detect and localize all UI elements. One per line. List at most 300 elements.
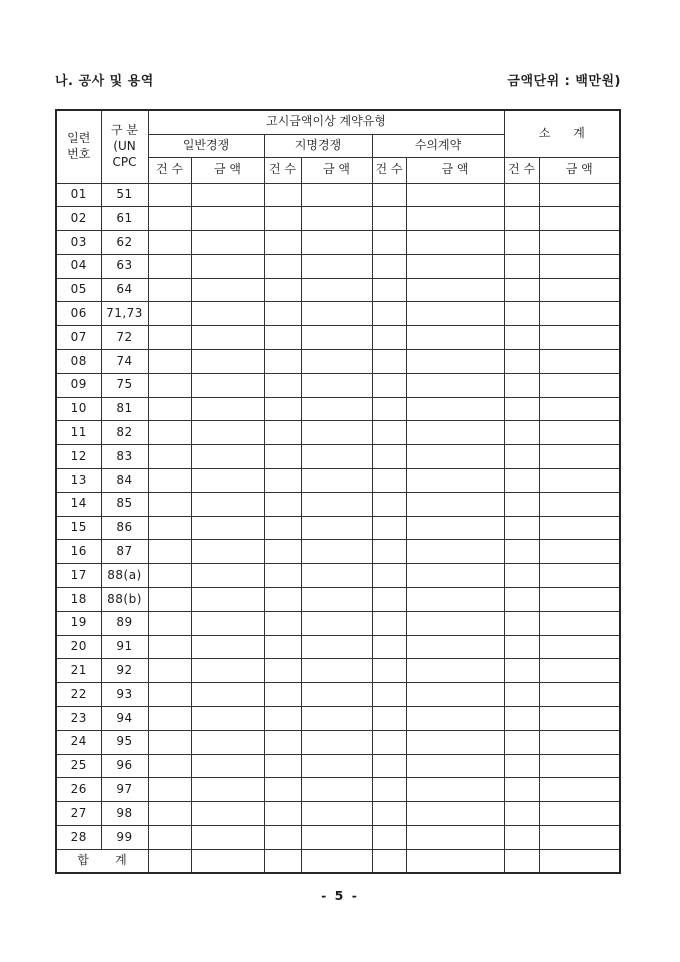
data-cell bbox=[264, 421, 301, 445]
serial-cell: 02 bbox=[56, 207, 101, 231]
data-cell bbox=[406, 707, 504, 731]
cpc-cell: 61 bbox=[101, 207, 148, 231]
data-cell bbox=[504, 397, 539, 421]
table-header bbox=[56, 110, 620, 183]
header-category-line1: 구 분 bbox=[111, 123, 138, 138]
data-cell bbox=[148, 231, 191, 255]
data-cell bbox=[539, 540, 620, 564]
header-amount-nominated: 금 액 bbox=[301, 157, 372, 183]
serial-cell: 26 bbox=[56, 778, 101, 802]
header-subtotal: 소 계 bbox=[504, 110, 620, 157]
data-cell bbox=[372, 754, 406, 778]
data-cell bbox=[539, 445, 620, 469]
data-cell bbox=[264, 659, 301, 683]
data-cell bbox=[406, 397, 504, 421]
total-data-cell bbox=[191, 849, 264, 873]
cpc-cell: 92 bbox=[101, 659, 148, 683]
data-cell bbox=[406, 469, 504, 493]
data-cell bbox=[148, 445, 191, 469]
data-cell bbox=[539, 707, 620, 731]
data-cell bbox=[406, 754, 504, 778]
data-cell bbox=[264, 445, 301, 469]
data-cell bbox=[539, 611, 620, 635]
header-category-line3: CPC bbox=[112, 154, 137, 169]
data-cell bbox=[372, 564, 406, 588]
data-cell bbox=[191, 326, 264, 350]
data-cell bbox=[264, 397, 301, 421]
cpc-cell: 84 bbox=[101, 469, 148, 493]
table-row bbox=[56, 635, 620, 659]
data-cell bbox=[191, 683, 264, 707]
data-cell bbox=[504, 611, 539, 635]
data-cell bbox=[301, 302, 372, 326]
cpc-cell: 88(b) bbox=[101, 588, 148, 612]
serial-cell: 27 bbox=[56, 802, 101, 826]
header-serial-line2: 번호 bbox=[67, 146, 91, 161]
data-cell bbox=[301, 516, 372, 540]
data-cell bbox=[539, 397, 620, 421]
header-category bbox=[101, 110, 148, 183]
data-cell bbox=[264, 635, 301, 659]
data-cell bbox=[539, 350, 620, 374]
data-cell bbox=[372, 421, 406, 445]
data-cell bbox=[504, 254, 539, 278]
data-cell bbox=[504, 707, 539, 731]
serial-cell: 14 bbox=[56, 492, 101, 516]
cpc-cell: 99 bbox=[101, 826, 148, 850]
data-cell bbox=[504, 683, 539, 707]
data-cell bbox=[406, 826, 504, 850]
data-cell bbox=[539, 516, 620, 540]
table-row bbox=[56, 445, 620, 469]
table-footer bbox=[56, 849, 620, 873]
data-cell bbox=[191, 278, 264, 302]
table-row bbox=[56, 826, 620, 850]
data-cell bbox=[372, 659, 406, 683]
cpc-cell: 98 bbox=[101, 802, 148, 826]
header-count-subtotal: 건 수 bbox=[504, 157, 539, 183]
data-cell bbox=[406, 373, 504, 397]
data-cell bbox=[264, 611, 301, 635]
data-cell bbox=[406, 683, 504, 707]
data-cell bbox=[406, 492, 504, 516]
data-cell bbox=[539, 564, 620, 588]
cpc-cell: 94 bbox=[101, 707, 148, 731]
serial-cell: 15 bbox=[56, 516, 101, 540]
data-cell bbox=[148, 778, 191, 802]
data-cell bbox=[301, 350, 372, 374]
data-cell bbox=[191, 826, 264, 850]
cpc-cell: 63 bbox=[101, 254, 148, 278]
data-cell bbox=[504, 778, 539, 802]
data-cell bbox=[504, 350, 539, 374]
cpc-cell: 87 bbox=[101, 540, 148, 564]
section-label: 나. 공사 및 용역 bbox=[55, 74, 154, 89]
data-cell bbox=[406, 254, 504, 278]
data-cell bbox=[148, 207, 191, 231]
data-cell bbox=[191, 778, 264, 802]
cpc-cell: 75 bbox=[101, 373, 148, 397]
cpc-cell: 64 bbox=[101, 278, 148, 302]
data-cell bbox=[264, 826, 301, 850]
data-cell bbox=[264, 207, 301, 231]
data-cell bbox=[191, 231, 264, 255]
data-cell bbox=[264, 540, 301, 564]
data-cell bbox=[191, 730, 264, 754]
data-cell bbox=[539, 207, 620, 231]
table-row bbox=[56, 611, 620, 635]
cpc-cell: 93 bbox=[101, 683, 148, 707]
contracts-table bbox=[55, 109, 621, 874]
data-cell bbox=[264, 350, 301, 374]
cpc-cell: 86 bbox=[101, 516, 148, 540]
header-serial-line1: 일련 bbox=[67, 131, 91, 146]
data-cell bbox=[406, 778, 504, 802]
data-cell bbox=[148, 802, 191, 826]
data-cell bbox=[504, 802, 539, 826]
data-cell bbox=[539, 183, 620, 207]
data-cell bbox=[406, 611, 504, 635]
data-cell bbox=[301, 540, 372, 564]
table-row bbox=[56, 564, 620, 588]
data-cell bbox=[148, 659, 191, 683]
cpc-cell: 85 bbox=[101, 492, 148, 516]
data-cell bbox=[372, 373, 406, 397]
data-cell bbox=[148, 635, 191, 659]
cpc-cell: 82 bbox=[101, 421, 148, 445]
header-amount-open: 금 액 bbox=[191, 157, 264, 183]
data-cell bbox=[406, 730, 504, 754]
serial-cell: 16 bbox=[56, 540, 101, 564]
header-serial-number bbox=[56, 110, 101, 183]
data-cell bbox=[301, 754, 372, 778]
data-cell bbox=[301, 207, 372, 231]
table-row bbox=[56, 183, 620, 207]
data-cell bbox=[539, 326, 620, 350]
data-cell bbox=[504, 730, 539, 754]
data-cell bbox=[148, 373, 191, 397]
cpc-cell: 88(a) bbox=[101, 564, 148, 588]
data-cell bbox=[539, 802, 620, 826]
serial-cell: 09 bbox=[56, 373, 101, 397]
data-cell bbox=[301, 611, 372, 635]
total-data-cell bbox=[301, 849, 372, 873]
serial-cell: 08 bbox=[56, 350, 101, 374]
data-cell bbox=[504, 469, 539, 493]
cpc-cell: 91 bbox=[101, 635, 148, 659]
header-amount-subtotal: 금 액 bbox=[539, 157, 620, 183]
serial-cell: 03 bbox=[56, 231, 101, 255]
data-cell bbox=[372, 778, 406, 802]
data-cell bbox=[148, 326, 191, 350]
data-cell bbox=[372, 730, 406, 754]
table-row bbox=[56, 278, 620, 302]
data-cell bbox=[191, 588, 264, 612]
data-cell bbox=[406, 421, 504, 445]
data-cell bbox=[539, 373, 620, 397]
data-cell bbox=[148, 707, 191, 731]
data-cell bbox=[148, 730, 191, 754]
data-cell bbox=[148, 183, 191, 207]
serial-cell: 12 bbox=[56, 445, 101, 469]
data-cell bbox=[148, 302, 191, 326]
total-data-cell bbox=[504, 849, 539, 873]
data-cell bbox=[264, 278, 301, 302]
table-row bbox=[56, 707, 620, 731]
data-cell bbox=[301, 469, 372, 493]
data-cell bbox=[301, 421, 372, 445]
data-cell bbox=[148, 492, 191, 516]
header-amount-negotiated: 금 액 bbox=[406, 157, 504, 183]
data-cell bbox=[372, 231, 406, 255]
data-cell bbox=[539, 659, 620, 683]
header-contract-type-group: 고시금액이상 계약유형 bbox=[148, 110, 504, 134]
data-cell bbox=[539, 730, 620, 754]
data-cell bbox=[301, 635, 372, 659]
data-cell bbox=[191, 659, 264, 683]
header-negotiated-contract: 수의계약 bbox=[372, 134, 504, 157]
page-header bbox=[55, 70, 621, 89]
serial-cell: 24 bbox=[56, 730, 101, 754]
data-cell bbox=[504, 207, 539, 231]
data-cell bbox=[301, 373, 372, 397]
data-cell bbox=[504, 754, 539, 778]
data-cell bbox=[301, 564, 372, 588]
data-cell bbox=[264, 492, 301, 516]
table-row bbox=[56, 802, 620, 826]
header-count-nominated: 건 수 bbox=[264, 157, 301, 183]
data-cell bbox=[539, 278, 620, 302]
cpc-cell: 97 bbox=[101, 778, 148, 802]
header-nominated-competition: 지명경쟁 bbox=[264, 134, 372, 157]
serial-cell: 10 bbox=[56, 397, 101, 421]
data-cell bbox=[301, 278, 372, 302]
table-row bbox=[56, 421, 620, 445]
serial-cell: 20 bbox=[56, 635, 101, 659]
data-cell bbox=[264, 326, 301, 350]
data-cell bbox=[148, 611, 191, 635]
data-cell bbox=[406, 231, 504, 255]
data-cell bbox=[372, 278, 406, 302]
data-cell bbox=[264, 588, 301, 612]
data-cell bbox=[372, 469, 406, 493]
data-cell bbox=[372, 635, 406, 659]
cpc-cell: 81 bbox=[101, 397, 148, 421]
data-cell bbox=[301, 826, 372, 850]
data-cell bbox=[504, 659, 539, 683]
data-cell bbox=[191, 707, 264, 731]
table-row bbox=[56, 778, 620, 802]
total-row bbox=[56, 849, 620, 873]
data-cell bbox=[148, 540, 191, 564]
table-row bbox=[56, 326, 620, 350]
data-cell bbox=[301, 659, 372, 683]
data-cell bbox=[372, 350, 406, 374]
page-number: - 5 - bbox=[321, 888, 359, 903]
data-cell bbox=[148, 516, 191, 540]
data-cell bbox=[191, 350, 264, 374]
table-row bbox=[56, 754, 620, 778]
serial-cell: 01 bbox=[56, 183, 101, 207]
table-row bbox=[56, 397, 620, 421]
data-cell bbox=[301, 492, 372, 516]
serial-cell: 25 bbox=[56, 754, 101, 778]
data-cell bbox=[191, 540, 264, 564]
data-cell bbox=[301, 445, 372, 469]
cpc-cell: 72 bbox=[101, 326, 148, 350]
data-cell bbox=[372, 588, 406, 612]
table-row bbox=[56, 588, 620, 612]
data-cell bbox=[191, 207, 264, 231]
cpc-cell: 51 bbox=[101, 183, 148, 207]
total-data-cell bbox=[148, 849, 191, 873]
data-cell bbox=[148, 278, 191, 302]
data-cell bbox=[191, 254, 264, 278]
data-cell bbox=[148, 826, 191, 850]
total-data-cell bbox=[539, 849, 620, 873]
table-row bbox=[56, 540, 620, 564]
data-cell bbox=[148, 397, 191, 421]
data-cell bbox=[148, 421, 191, 445]
data-cell bbox=[539, 754, 620, 778]
data-cell bbox=[372, 207, 406, 231]
serial-cell: 13 bbox=[56, 469, 101, 493]
data-cell bbox=[301, 254, 372, 278]
serial-cell: 04 bbox=[56, 254, 101, 278]
data-cell bbox=[191, 373, 264, 397]
table-row bbox=[56, 516, 620, 540]
data-cell bbox=[191, 397, 264, 421]
data-cell bbox=[264, 469, 301, 493]
data-cell bbox=[406, 588, 504, 612]
data-cell bbox=[504, 183, 539, 207]
data-cell bbox=[264, 183, 301, 207]
data-cell bbox=[406, 278, 504, 302]
data-cell bbox=[539, 492, 620, 516]
data-cell bbox=[372, 540, 406, 564]
total-data-cell bbox=[406, 849, 504, 873]
cpc-cell: 71,73 bbox=[101, 302, 148, 326]
unit-label: 금액단위 : 백만원) bbox=[507, 74, 621, 89]
data-cell bbox=[264, 254, 301, 278]
data-cell bbox=[504, 826, 539, 850]
data-cell bbox=[504, 302, 539, 326]
header-count-negotiated: 건 수 bbox=[372, 157, 406, 183]
data-cell bbox=[191, 611, 264, 635]
data-cell bbox=[372, 254, 406, 278]
serial-cell: 11 bbox=[56, 421, 101, 445]
data-cell bbox=[406, 326, 504, 350]
serial-cell: 07 bbox=[56, 326, 101, 350]
data-cell bbox=[372, 397, 406, 421]
data-cell bbox=[372, 183, 406, 207]
data-cell bbox=[372, 802, 406, 826]
data-cell bbox=[301, 707, 372, 731]
data-cell bbox=[504, 564, 539, 588]
table-row bbox=[56, 207, 620, 231]
data-cell bbox=[504, 421, 539, 445]
header-category-line2: (UN bbox=[113, 138, 136, 153]
serial-cell: 28 bbox=[56, 826, 101, 850]
data-cell bbox=[301, 683, 372, 707]
data-cell bbox=[504, 540, 539, 564]
data-cell bbox=[504, 635, 539, 659]
data-cell bbox=[301, 730, 372, 754]
data-cell bbox=[406, 635, 504, 659]
data-cell bbox=[406, 302, 504, 326]
data-cell bbox=[504, 326, 539, 350]
data-cell bbox=[372, 611, 406, 635]
serial-cell: 21 bbox=[56, 659, 101, 683]
header-open-competition: 일반경쟁 bbox=[148, 134, 264, 157]
table-row bbox=[56, 254, 620, 278]
data-cell bbox=[148, 683, 191, 707]
data-cell bbox=[504, 373, 539, 397]
header-count-open: 건 수 bbox=[148, 157, 191, 183]
cpc-cell: 96 bbox=[101, 754, 148, 778]
data-cell bbox=[539, 826, 620, 850]
data-cell bbox=[264, 802, 301, 826]
serial-cell: 05 bbox=[56, 278, 101, 302]
data-cell bbox=[264, 564, 301, 588]
serial-cell: 17 bbox=[56, 564, 101, 588]
data-cell bbox=[504, 445, 539, 469]
total-data-cell bbox=[264, 849, 301, 873]
data-cell bbox=[191, 183, 264, 207]
cpc-cell: 83 bbox=[101, 445, 148, 469]
data-cell bbox=[301, 326, 372, 350]
data-cell bbox=[264, 707, 301, 731]
data-cell bbox=[406, 516, 504, 540]
data-cell bbox=[504, 231, 539, 255]
cpc-cell: 95 bbox=[101, 730, 148, 754]
data-cell bbox=[264, 516, 301, 540]
data-cell bbox=[372, 683, 406, 707]
data-cell bbox=[264, 373, 301, 397]
data-cell bbox=[406, 350, 504, 374]
data-cell bbox=[191, 802, 264, 826]
data-cell bbox=[148, 564, 191, 588]
table-row bbox=[56, 683, 620, 707]
serial-cell: 22 bbox=[56, 683, 101, 707]
data-cell bbox=[301, 397, 372, 421]
data-cell bbox=[406, 802, 504, 826]
data-cell bbox=[148, 350, 191, 374]
cpc-cell: 62 bbox=[101, 231, 148, 255]
table-row bbox=[56, 469, 620, 493]
data-cell bbox=[372, 445, 406, 469]
data-cell bbox=[191, 516, 264, 540]
data-cell bbox=[191, 564, 264, 588]
data-cell bbox=[539, 231, 620, 255]
data-cell bbox=[539, 635, 620, 659]
data-cell bbox=[148, 588, 191, 612]
data-cell bbox=[301, 778, 372, 802]
table-row bbox=[56, 730, 620, 754]
data-cell bbox=[406, 445, 504, 469]
data-cell bbox=[539, 421, 620, 445]
data-cell bbox=[372, 326, 406, 350]
serial-cell: 06 bbox=[56, 302, 101, 326]
data-cell bbox=[148, 469, 191, 493]
data-cell bbox=[191, 469, 264, 493]
data-cell bbox=[372, 826, 406, 850]
data-cell bbox=[539, 683, 620, 707]
data-cell bbox=[539, 778, 620, 802]
data-cell bbox=[539, 302, 620, 326]
table-row bbox=[56, 373, 620, 397]
data-cell bbox=[148, 754, 191, 778]
